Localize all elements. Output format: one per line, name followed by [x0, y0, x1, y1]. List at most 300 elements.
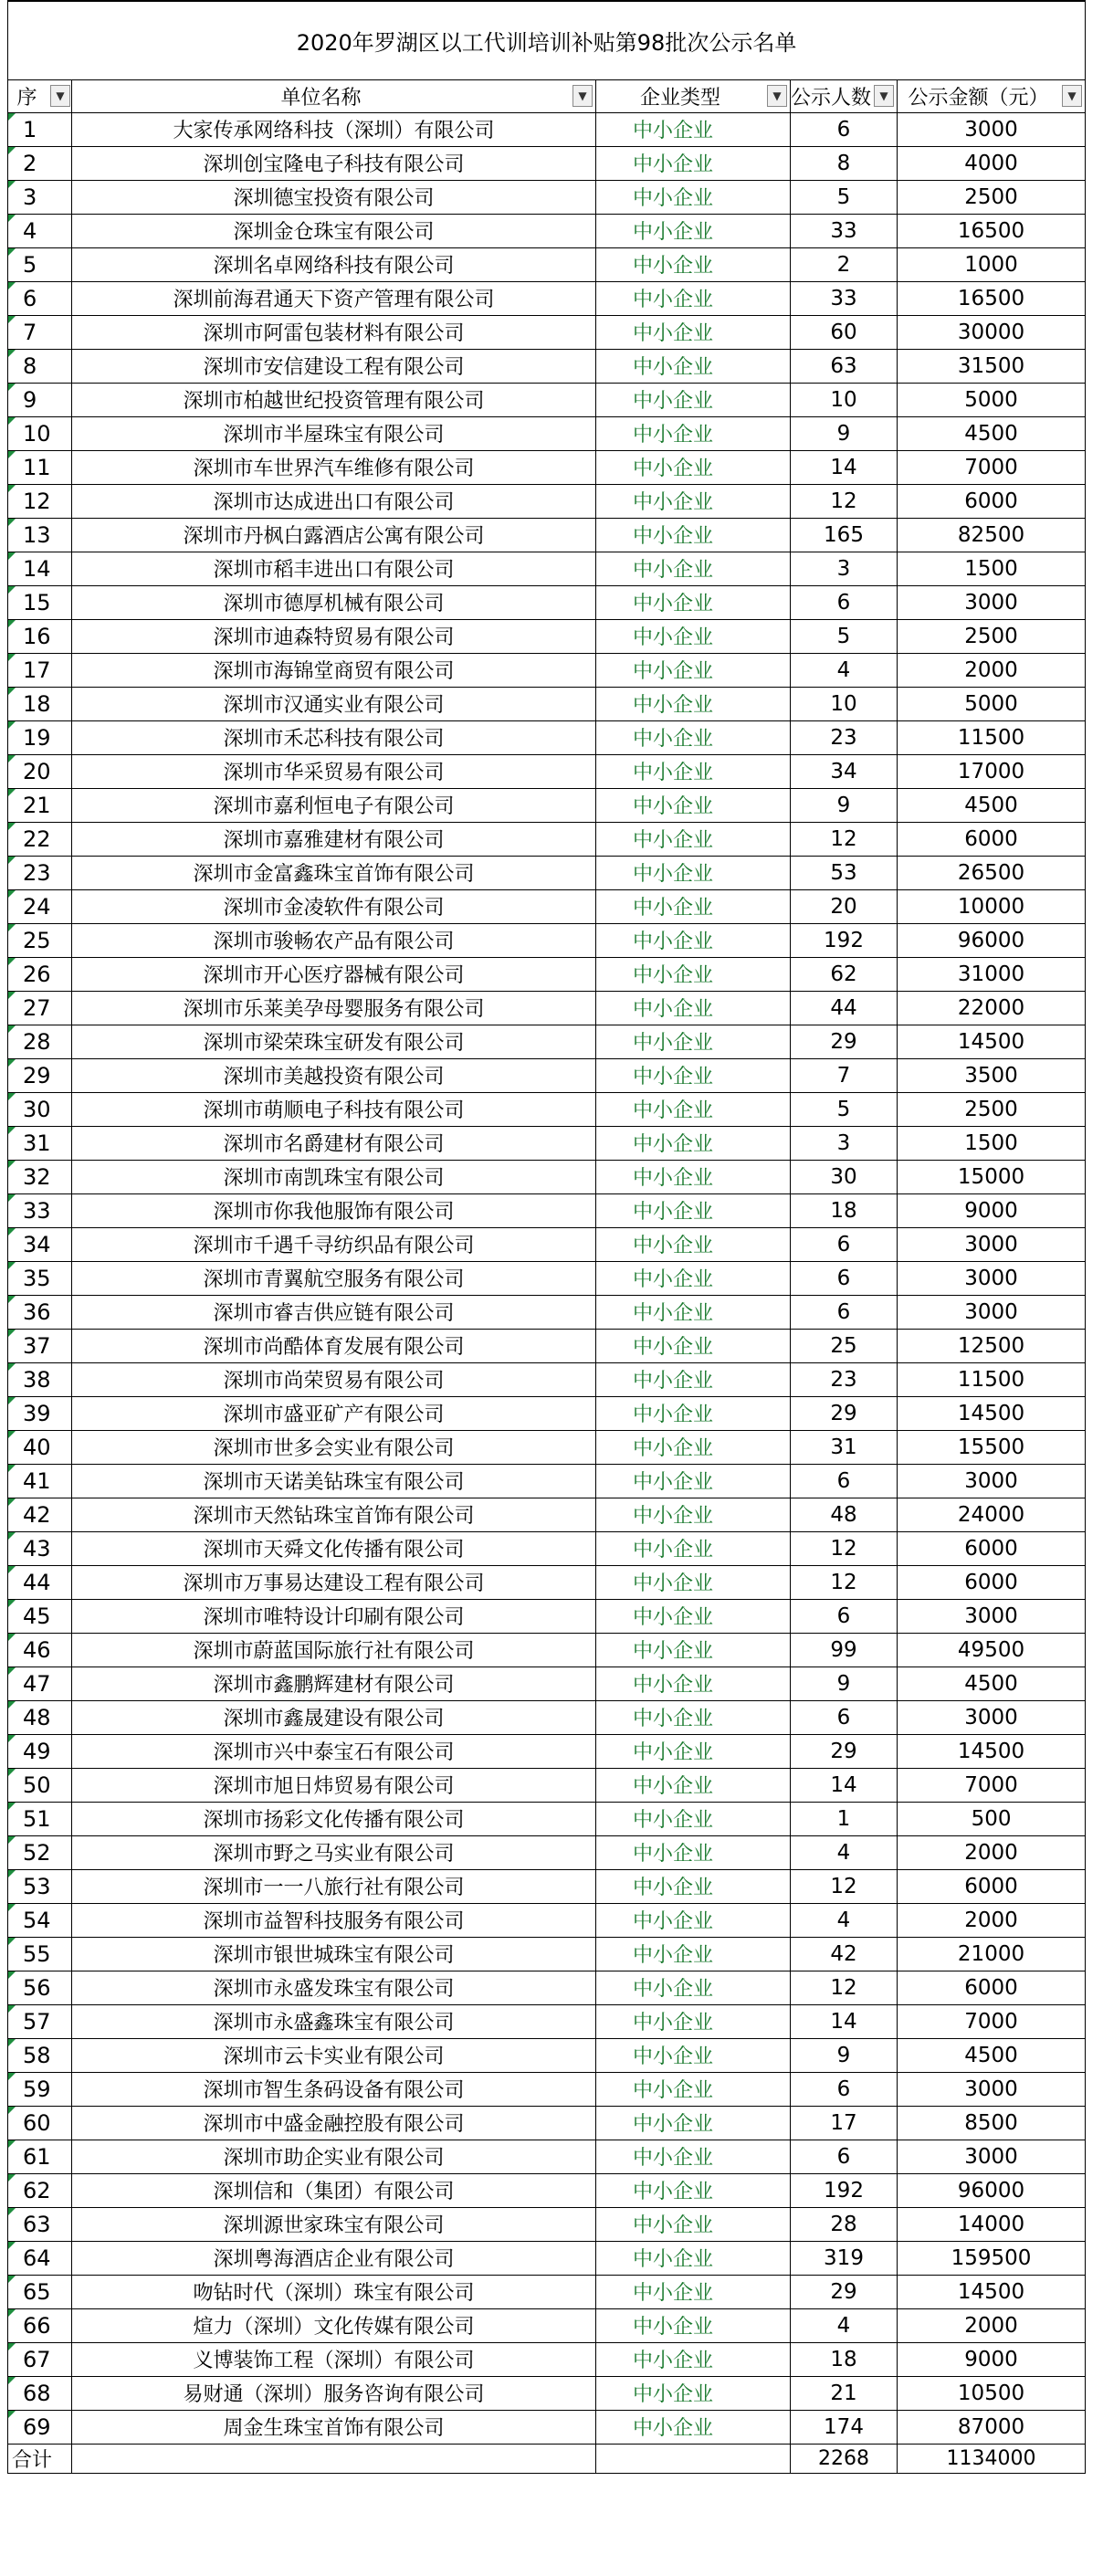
cell-amount[interactable]: 1500	[898, 552, 1086, 585]
cell-amount[interactable]: 9000	[898, 2342, 1086, 2376]
cell-company[interactable]: 深圳市唯特设计印刷有限公司	[72, 1599, 596, 1633]
cell-index[interactable]	[8, 957, 72, 991]
cell-people[interactable]: 12	[791, 822, 898, 856]
cell-index[interactable]	[8, 1126, 72, 1160]
cell-amount[interactable]: 500	[898, 1802, 1086, 1835]
cell-amount[interactable]: 15000	[898, 1160, 1086, 1193]
cell-type[interactable]: 中小企业	[596, 1464, 791, 1498]
cell-amount[interactable]: 2000	[898, 653, 1086, 687]
cell-index[interactable]	[8, 2140, 72, 2173]
cell-company[interactable]: 深圳市名爵建材有限公司	[72, 1126, 596, 1160]
cell-company[interactable]: 深圳市柏越世纪投资管理有限公司	[72, 383, 596, 416]
cell-people[interactable]: 6	[791, 585, 898, 619]
cell-company[interactable]: 深圳市银世城珠宝有限公司	[72, 1937, 596, 1971]
cell-type[interactable]: 中小企业	[596, 1126, 791, 1160]
cell-amount[interactable]: 4500	[898, 416, 1086, 450]
cell-index[interactable]	[8, 788, 72, 822]
cell-type[interactable]: 中小企业	[596, 1869, 791, 1903]
filter-dropdown-icon[interactable]: ▼	[767, 85, 787, 107]
cell-amount[interactable]: 3000	[898, 2072, 1086, 2106]
cell-index[interactable]	[8, 754, 72, 788]
cell-type[interactable]: 中小企业	[596, 2173, 791, 2207]
cell-people[interactable]: 319	[791, 2241, 898, 2275]
cell-index[interactable]	[8, 1531, 72, 1565]
cell-people[interactable]: 9	[791, 416, 898, 450]
cell-index[interactable]	[8, 146, 72, 180]
cell-company[interactable]: 深圳市万事易达建设工程有限公司	[72, 1565, 596, 1599]
cell-index[interactable]	[8, 2173, 72, 2207]
cell-index[interactable]	[8, 112, 72, 146]
cell-type[interactable]: 中小企业	[596, 349, 791, 383]
cell-company[interactable]: 深圳市金富鑫珠宝首饰有限公司	[72, 856, 596, 889]
cell-index[interactable]	[8, 653, 72, 687]
cell-type[interactable]: 中小企业	[596, 687, 791, 720]
cell-amount[interactable]: 10500	[898, 2376, 1086, 2410]
cell-company[interactable]: 深圳市一一八旅行社有限公司	[72, 1869, 596, 1903]
cell-type[interactable]: 中小企业	[596, 180, 791, 214]
cell-people[interactable]: 3	[791, 552, 898, 585]
cell-type[interactable]: 中小企业	[596, 1971, 791, 2004]
header-index[interactable]	[8, 79, 72, 112]
cell-index[interactable]	[8, 923, 72, 957]
cell-people[interactable]: 18	[791, 2342, 898, 2376]
cell-type[interactable]: 中小企业	[596, 585, 791, 619]
cell-amount[interactable]: 16500	[898, 214, 1086, 247]
cell-company[interactable]: 深圳市半屋珠宝有限公司	[72, 416, 596, 450]
cell-amount[interactable]: 82500	[898, 518, 1086, 552]
cell-index[interactable]	[8, 450, 72, 484]
cell-amount[interactable]: 4000	[898, 146, 1086, 180]
cell-people[interactable]: 14	[791, 450, 898, 484]
cell-people[interactable]: 17	[791, 2106, 898, 2140]
cell-index[interactable]	[8, 1193, 72, 1227]
cell-index[interactable]	[8, 315, 72, 349]
cell-amount[interactable]: 7000	[898, 450, 1086, 484]
cell-people[interactable]: 6	[791, 1599, 898, 1633]
total-label[interactable]: 合计	[8, 2444, 72, 2473]
cell-people[interactable]: 4	[791, 1903, 898, 1937]
cell-company[interactable]: 深圳市禾芯科技有限公司	[72, 720, 596, 754]
cell-index[interactable]	[8, 619, 72, 653]
cell-people[interactable]: 165	[791, 518, 898, 552]
cell-company[interactable]: 深圳市车世界汽车维修有限公司	[72, 450, 596, 484]
cell-people[interactable]: 6	[791, 1464, 898, 1498]
cell-company[interactable]: 深圳德宝投资有限公司	[72, 180, 596, 214]
cell-company[interactable]: 深圳市嘉利恒电子有限公司	[72, 788, 596, 822]
cell-index[interactable]	[8, 552, 72, 585]
filter-dropdown-icon[interactable]: ▼	[573, 85, 593, 107]
cell-type[interactable]: 中小企业	[596, 2140, 791, 2173]
cell-index[interactable]	[8, 1498, 72, 1531]
cell-company[interactable]: 深圳市鑫鹏辉建材有限公司	[72, 1667, 596, 1700]
cell-index[interactable]	[8, 180, 72, 214]
cell-amount[interactable]: 30000	[898, 315, 1086, 349]
cell-people[interactable]: 28	[791, 2207, 898, 2241]
cell-people[interactable]: 25	[791, 1329, 898, 1362]
cell-people[interactable]: 29	[791, 1734, 898, 1768]
cell-people[interactable]: 8	[791, 146, 898, 180]
cell-type[interactable]: 中小企业	[596, 2275, 791, 2308]
cell-company[interactable]: 深圳市迪森特贸易有限公司	[72, 619, 596, 653]
cell-type[interactable]: 中小企业	[596, 1700, 791, 1734]
cell-index[interactable]	[8, 2072, 72, 2106]
cell-company[interactable]: 深圳市海锦堂商贸有限公司	[72, 653, 596, 687]
cell-index[interactable]	[8, 720, 72, 754]
cell-company[interactable]: 大家传承网络科技（深圳）有限公司	[72, 112, 596, 146]
cell-type[interactable]: 中小企业	[596, 1903, 791, 1937]
cell-amount[interactable]: 24000	[898, 1498, 1086, 1531]
cell-index[interactable]	[8, 1802, 72, 1835]
cell-amount[interactable]: 3000	[898, 1261, 1086, 1295]
cell-amount[interactable]: 4500	[898, 2038, 1086, 2072]
cell-company[interactable]: 深圳市青翼航空服务有限公司	[72, 1261, 596, 1295]
header-type[interactable]	[596, 79, 791, 112]
cell-type[interactable]: 中小企业	[596, 619, 791, 653]
cell-amount[interactable]: 16500	[898, 281, 1086, 315]
cell-company[interactable]: 深圳前海君通天下资产管理有限公司	[72, 281, 596, 315]
cell-index[interactable]	[8, 2004, 72, 2038]
cell-amount[interactable]: 3000	[898, 1295, 1086, 1329]
total-amount[interactable]: 1134000	[898, 2444, 1086, 2473]
cell-company[interactable]: 深圳市开心医疗器械有限公司	[72, 957, 596, 991]
cell-index[interactable]	[8, 1937, 72, 1971]
cell-amount[interactable]: 26500	[898, 856, 1086, 889]
cell-index[interactable]	[8, 2241, 72, 2275]
cell-index[interactable]	[8, 349, 72, 383]
cell-company[interactable]: 深圳市金凌软件有限公司	[72, 889, 596, 923]
cell-type[interactable]: 中小企业	[596, 112, 791, 146]
total-empty-type[interactable]	[596, 2444, 791, 2473]
cell-index[interactable]	[8, 416, 72, 450]
cell-people[interactable]: 6	[791, 1227, 898, 1261]
cell-company[interactable]: 深圳市旭日炜贸易有限公司	[72, 1768, 596, 1802]
cell-people[interactable]: 6	[791, 1261, 898, 1295]
cell-type[interactable]: 中小企业	[596, 957, 791, 991]
header-amount[interactable]	[898, 79, 1086, 112]
cell-type[interactable]: 中小企业	[596, 856, 791, 889]
cell-people[interactable]: 6	[791, 1700, 898, 1734]
cell-company[interactable]: 深圳源世家珠宝有限公司	[72, 2207, 596, 2241]
cell-amount[interactable]: 2500	[898, 1092, 1086, 1126]
cell-company[interactable]: 深圳金仓珠宝有限公司	[72, 214, 596, 247]
cell-index[interactable]	[8, 822, 72, 856]
cell-amount[interactable]: 1000	[898, 247, 1086, 281]
cell-company[interactable]: 深圳市你我他服饰有限公司	[72, 1193, 596, 1227]
cell-people[interactable]: 5	[791, 619, 898, 653]
cell-company[interactable]: 深圳市萌顺电子科技有限公司	[72, 1092, 596, 1126]
cell-company[interactable]: 煊力（深圳）文化传媒有限公司	[72, 2308, 596, 2342]
cell-company[interactable]: 深圳市嘉雅建材有限公司	[72, 822, 596, 856]
cell-type[interactable]: 中小企业	[596, 552, 791, 585]
cell-index[interactable]	[8, 2106, 72, 2140]
cell-type[interactable]: 中小企业	[596, 1295, 791, 1329]
cell-amount[interactable]: 6000	[898, 1531, 1086, 1565]
cell-index[interactable]	[8, 1160, 72, 1193]
cell-company[interactable]: 深圳市华采贸易有限公司	[72, 754, 596, 788]
cell-company[interactable]: 深圳市天舜文化传播有限公司	[72, 1531, 596, 1565]
cell-amount[interactable]: 14500	[898, 1396, 1086, 1430]
cell-index[interactable]	[8, 2207, 72, 2241]
cell-type[interactable]: 中小企业	[596, 315, 791, 349]
cell-type[interactable]: 中小企业	[596, 2207, 791, 2241]
cell-amount[interactable]: 159500	[898, 2241, 1086, 2275]
cell-index[interactable]	[8, 1329, 72, 1362]
cell-people[interactable]: 6	[791, 1295, 898, 1329]
filter-dropdown-icon[interactable]: ▼	[874, 85, 894, 107]
cell-type[interactable]: 中小企业	[596, 1430, 791, 1464]
cell-amount[interactable]: 6000	[898, 1971, 1086, 2004]
cell-type[interactable]: 中小企业	[596, 383, 791, 416]
cell-index[interactable]	[8, 889, 72, 923]
cell-people[interactable]: 6	[791, 2072, 898, 2106]
cell-index[interactable]	[8, 214, 72, 247]
cell-company[interactable]: 深圳市美越投资有限公司	[72, 1058, 596, 1092]
cell-type[interactable]: 中小企业	[596, 1227, 791, 1261]
cell-people[interactable]: 192	[791, 923, 898, 957]
cell-index[interactable]	[8, 1396, 72, 1430]
cell-company[interactable]: 深圳市盛亚矿产有限公司	[72, 1396, 596, 1430]
cell-type[interactable]: 中小企业	[596, 1261, 791, 1295]
cell-people[interactable]: 31	[791, 1430, 898, 1464]
cell-company[interactable]: 深圳名卓网络科技有限公司	[72, 247, 596, 281]
cell-company[interactable]: 深圳市中盛金融控股有限公司	[72, 2106, 596, 2140]
cell-type[interactable]: 中小企业	[596, 2241, 791, 2275]
cell-index[interactable]	[8, 281, 72, 315]
cell-amount[interactable]: 4500	[898, 1667, 1086, 1700]
cell-type[interactable]: 中小企业	[596, 518, 791, 552]
cell-amount[interactable]: 12500	[898, 1329, 1086, 1362]
cell-type[interactable]: 中小企业	[596, 1193, 791, 1227]
cell-amount[interactable]: 3000	[898, 2140, 1086, 2173]
cell-people[interactable]: 20	[791, 889, 898, 923]
cell-people[interactable]: 10	[791, 687, 898, 720]
cell-company[interactable]: 深圳市骏畅农产品有限公司	[72, 923, 596, 957]
cell-type[interactable]: 中小企业	[596, 2410, 791, 2444]
cell-index[interactable]	[8, 518, 72, 552]
cell-type[interactable]: 中小企业	[596, 1734, 791, 1768]
cell-amount[interactable]: 8500	[898, 2106, 1086, 2140]
cell-type[interactable]: 中小企业	[596, 450, 791, 484]
cell-index[interactable]	[8, 1430, 72, 1464]
cell-index[interactable]	[8, 2376, 72, 2410]
cell-index[interactable]	[8, 1565, 72, 1599]
cell-amount[interactable]: 3000	[898, 1700, 1086, 1734]
cell-type[interactable]: 中小企业	[596, 1599, 791, 1633]
cell-amount[interactable]: 3000	[898, 1599, 1086, 1633]
cell-company[interactable]: 易财通（深圳）服务咨询有限公司	[72, 2376, 596, 2410]
cell-type[interactable]: 中小企业	[596, 214, 791, 247]
cell-people[interactable]: 3	[791, 1126, 898, 1160]
cell-index[interactable]	[8, 1734, 72, 1768]
filter-dropdown-icon[interactable]: ▼	[50, 85, 70, 107]
cell-amount[interactable]: 4500	[898, 788, 1086, 822]
header-company[interactable]	[72, 79, 596, 112]
cell-people[interactable]: 6	[791, 2140, 898, 2173]
cell-company[interactable]: 深圳市天然钻珠宝首饰有限公司	[72, 1498, 596, 1531]
cell-index[interactable]	[8, 1261, 72, 1295]
cell-index[interactable]	[8, 484, 72, 518]
cell-people[interactable]: 5	[791, 1092, 898, 1126]
cell-amount[interactable]: 15500	[898, 1430, 1086, 1464]
cell-type[interactable]: 中小企业	[596, 822, 791, 856]
cell-people[interactable]: 10	[791, 383, 898, 416]
cell-type[interactable]: 中小企业	[596, 2376, 791, 2410]
cell-amount[interactable]: 9000	[898, 1193, 1086, 1227]
cell-people[interactable]: 12	[791, 1869, 898, 1903]
cell-amount[interactable]: 96000	[898, 923, 1086, 957]
cell-people[interactable]: 12	[791, 1531, 898, 1565]
cell-people[interactable]: 29	[791, 1396, 898, 1430]
cell-company[interactable]: 深圳市阿雷包装材料有限公司	[72, 315, 596, 349]
cell-people[interactable]: 12	[791, 1971, 898, 2004]
cell-type[interactable]: 中小企业	[596, 720, 791, 754]
cell-index[interactable]	[8, 1700, 72, 1734]
cell-type[interactable]: 中小企业	[596, 1498, 791, 1531]
cell-company[interactable]: 深圳市稻丰进出口有限公司	[72, 552, 596, 585]
cell-type[interactable]: 中小企业	[596, 2038, 791, 2072]
cell-amount[interactable]: 6000	[898, 1869, 1086, 1903]
cell-index[interactable]	[8, 856, 72, 889]
cell-type[interactable]: 中小企业	[596, 1025, 791, 1058]
cell-index[interactable]	[8, 383, 72, 416]
cell-people[interactable]: 33	[791, 214, 898, 247]
cell-amount[interactable]: 31000	[898, 957, 1086, 991]
cell-company[interactable]: 深圳市助企实业有限公司	[72, 2140, 596, 2173]
cell-index[interactable]	[8, 1835, 72, 1869]
cell-type[interactable]: 中小企业	[596, 1802, 791, 1835]
cell-index[interactable]	[8, 991, 72, 1025]
cell-amount[interactable]: 2000	[898, 1903, 1086, 1937]
cell-type[interactable]: 中小企业	[596, 889, 791, 923]
cell-people[interactable]: 29	[791, 1025, 898, 1058]
cell-company[interactable]: 深圳市天诺美钻珠宝有限公司	[72, 1464, 596, 1498]
cell-index[interactable]	[8, 1667, 72, 1700]
cell-company[interactable]: 深圳市汉通实业有限公司	[72, 687, 596, 720]
cell-index[interactable]	[8, 1295, 72, 1329]
cell-people[interactable]: 9	[791, 788, 898, 822]
cell-people[interactable]: 192	[791, 2173, 898, 2207]
cell-type[interactable]: 中小企业	[596, 2106, 791, 2140]
cell-company[interactable]: 深圳市世多会实业有限公司	[72, 1430, 596, 1464]
cell-type[interactable]: 中小企业	[596, 146, 791, 180]
cell-people[interactable]: 9	[791, 1667, 898, 1700]
cell-type[interactable]: 中小企业	[596, 2342, 791, 2376]
cell-people[interactable]: 174	[791, 2410, 898, 2444]
cell-amount[interactable]: 14500	[898, 1025, 1086, 1058]
cell-type[interactable]: 中小企业	[596, 1531, 791, 1565]
cell-company[interactable]: 深圳市蔚蓝国际旅行社有限公司	[72, 1633, 596, 1667]
cell-people[interactable]: 5	[791, 180, 898, 214]
cell-type[interactable]: 中小企业	[596, 1362, 791, 1396]
cell-amount[interactable]: 2500	[898, 619, 1086, 653]
cell-company[interactable]: 深圳市千遇千寻纺织品有限公司	[72, 1227, 596, 1261]
cell-amount[interactable]: 3000	[898, 1227, 1086, 1261]
total-empty-company[interactable]	[72, 2444, 596, 2473]
cell-index[interactable]	[8, 1362, 72, 1396]
cell-company[interactable]: 深圳创宝隆电子科技有限公司	[72, 146, 596, 180]
cell-amount[interactable]: 3000	[898, 112, 1086, 146]
cell-index[interactable]	[8, 1633, 72, 1667]
cell-people[interactable]: 99	[791, 1633, 898, 1667]
cell-amount[interactable]: 7000	[898, 2004, 1086, 2038]
cell-index[interactable]	[8, 687, 72, 720]
cell-company[interactable]: 深圳市达成进出口有限公司	[72, 484, 596, 518]
cell-type[interactable]: 中小企业	[596, 1835, 791, 1869]
cell-amount[interactable]: 11500	[898, 720, 1086, 754]
cell-type[interactable]: 中小企业	[596, 991, 791, 1025]
cell-index[interactable]	[8, 1025, 72, 1058]
cell-company[interactable]: 深圳市永盛鑫珠宝有限公司	[72, 2004, 596, 2038]
cell-type[interactable]: 中小企业	[596, 1768, 791, 1802]
cell-company[interactable]: 深圳市智生条码设备有限公司	[72, 2072, 596, 2106]
cell-company[interactable]: 周金生珠宝首饰有限公司	[72, 2410, 596, 2444]
cell-index[interactable]	[8, 2308, 72, 2342]
cell-type[interactable]: 中小企业	[596, 247, 791, 281]
cell-people[interactable]: 14	[791, 1768, 898, 1802]
cell-people[interactable]: 1	[791, 1802, 898, 1835]
cell-people[interactable]: 60	[791, 315, 898, 349]
cell-company[interactable]: 深圳市野之马实业有限公司	[72, 1835, 596, 1869]
cell-index[interactable]	[8, 1058, 72, 1092]
cell-type[interactable]: 中小企业	[596, 2004, 791, 2038]
cell-company[interactable]: 深圳市南凯珠宝有限公司	[72, 1160, 596, 1193]
cell-type[interactable]: 中小企业	[596, 1092, 791, 1126]
cell-index[interactable]	[8, 1768, 72, 1802]
sheet-title[interactable]: 2020年罗湖区以工代训培训补贴第98批次公示名单	[8, 1, 1086, 79]
cell-people[interactable]: 23	[791, 720, 898, 754]
cell-people[interactable]: 7	[791, 1058, 898, 1092]
cell-type[interactable]: 中小企业	[596, 754, 791, 788]
total-people[interactable]: 2268	[791, 2444, 898, 2473]
cell-amount[interactable]: 22000	[898, 991, 1086, 1025]
cell-people[interactable]: 63	[791, 349, 898, 383]
cell-index[interactable]	[8, 2038, 72, 2072]
cell-company[interactable]: 深圳粤海酒店企业有限公司	[72, 2241, 596, 2275]
cell-people[interactable]: 33	[791, 281, 898, 315]
cell-people[interactable]: 42	[791, 1937, 898, 1971]
filter-dropdown-icon[interactable]: ▼	[1062, 85, 1082, 107]
cell-index[interactable]	[8, 1903, 72, 1937]
cell-company[interactable]: 深圳信和（集团）有限公司	[72, 2173, 596, 2207]
cell-amount[interactable]: 3500	[898, 1058, 1086, 1092]
cell-amount[interactable]: 96000	[898, 2173, 1086, 2207]
cell-type[interactable]: 中小企业	[596, 1329, 791, 1362]
cell-company[interactable]: 深圳市德厚机械有限公司	[72, 585, 596, 619]
cell-company[interactable]: 深圳市安信建设工程有限公司	[72, 349, 596, 383]
cell-type[interactable]: 中小企业	[596, 923, 791, 957]
cell-amount[interactable]: 11500	[898, 1362, 1086, 1396]
cell-index[interactable]	[8, 585, 72, 619]
cell-type[interactable]: 中小企业	[596, 1565, 791, 1599]
cell-amount[interactable]: 5000	[898, 687, 1086, 720]
cell-index[interactable]	[8, 1092, 72, 1126]
cell-company[interactable]: 深圳市梁荣珠宝研发有限公司	[72, 1025, 596, 1058]
cell-amount[interactable]: 10000	[898, 889, 1086, 923]
cell-company[interactable]: 深圳市乐莱美孕母婴服务有限公司	[72, 991, 596, 1025]
cell-amount[interactable]: 17000	[898, 754, 1086, 788]
cell-index[interactable]	[8, 1227, 72, 1261]
cell-people[interactable]: 48	[791, 1498, 898, 1531]
cell-people[interactable]: 18	[791, 1193, 898, 1227]
cell-amount[interactable]: 3000	[898, 1464, 1086, 1498]
cell-index[interactable]	[8, 2342, 72, 2376]
cell-type[interactable]: 中小企业	[596, 1058, 791, 1092]
cell-type[interactable]: 中小企业	[596, 484, 791, 518]
cell-amount[interactable]: 31500	[898, 349, 1086, 383]
cell-company[interactable]: 深圳市睿吉供应链有限公司	[72, 1295, 596, 1329]
cell-company[interactable]: 深圳市尚酷体育发展有限公司	[72, 1329, 596, 1362]
cell-people[interactable]: 9	[791, 2038, 898, 2072]
